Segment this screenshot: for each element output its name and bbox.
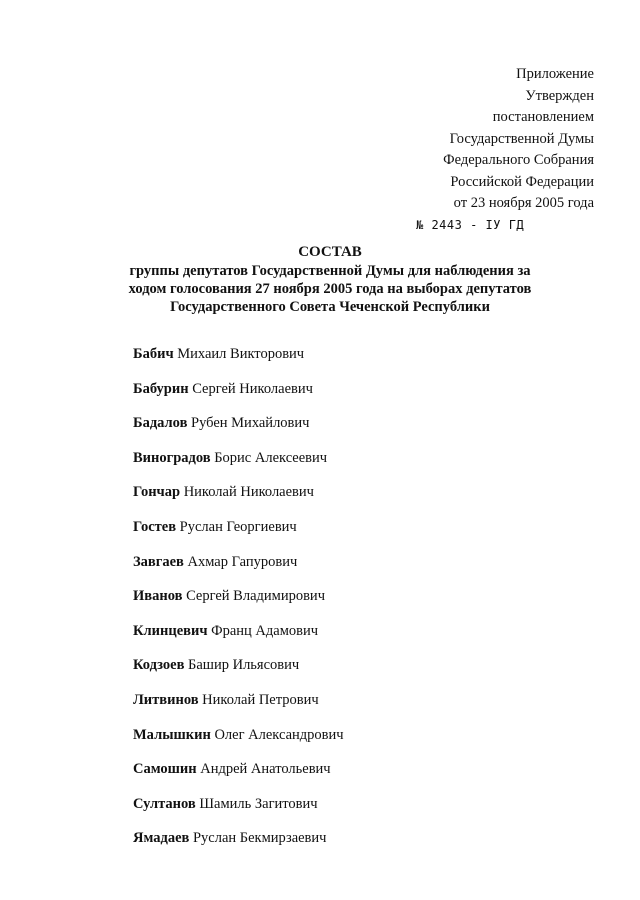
member-given-name: Шамиль Загитович — [199, 795, 318, 812]
member-surname: Иванов — [133, 588, 183, 605]
title-heading: СОСТАВ — [298, 244, 362, 260]
approval-line-assembly: Федерального Собрания — [443, 152, 594, 168]
list-item — [133, 725, 344, 760]
member-given-name: Рубен Михайлович — [191, 415, 310, 432]
list-item — [133, 413, 344, 448]
member-given-name: Михаил Викторович — [177, 346, 305, 362]
member-surname: Кодзоев — [133, 657, 185, 674]
member-given-name: Франц Адамович — [211, 622, 319, 639]
approval-block — [374, 64, 594, 236]
document-title — [100, 243, 560, 316]
member-surname: Гостев — [133, 518, 177, 535]
list-item — [133, 482, 344, 517]
member-surname: Клинцевич — [133, 622, 208, 639]
approval-line-appendix: Приложение — [516, 66, 594, 82]
list-item — [133, 552, 344, 587]
member-surname: Бабурин — [133, 380, 189, 397]
approval-line-date: от 23 ноября 2005 года — [453, 195, 594, 211]
approval-line-resolution: постановлением — [492, 109, 594, 125]
member-given-name: Ахмар Гапурович — [187, 553, 298, 570]
member-given-name: Олег Александрович — [214, 726, 344, 743]
member-given-name: Башир Ильясович — [188, 657, 300, 674]
title-subtitle-line-1: группы депутатов Государственной Думы для наблюдения за — [129, 263, 531, 279]
title-subtitle-line-2: ходом голосования 27 ноября 2005 года на выборах депутатов — [128, 281, 532, 297]
member-surname: Самошин — [133, 761, 197, 778]
list-item — [133, 759, 344, 794]
member-surname: Гончар — [133, 484, 181, 501]
member-surname: Бадалов — [133, 415, 188, 432]
resolution-number: № 2443 - IУ ГД — [416, 217, 525, 232]
list-item — [133, 655, 344, 690]
member-surname: Виноградов — [133, 449, 211, 466]
list-item — [133, 517, 344, 552]
list-item — [133, 344, 344, 379]
member-surname: Малышкин — [133, 726, 211, 743]
member-surname: Ямадаев — [133, 830, 190, 847]
member-given-name: Сергей Владимирович — [186, 588, 325, 605]
approval-line-federation: Российской Федерации — [450, 173, 594, 190]
list-item — [133, 621, 344, 656]
member-surname: Султанов — [133, 795, 196, 812]
list-item — [133, 379, 344, 414]
title-subtitle-line-3: Государственного Совета Чеченской Республики — [170, 299, 490, 315]
member-given-name: Борис Алексеевич — [214, 449, 328, 466]
member-given-name: Сергей Николаевич — [192, 380, 313, 397]
list-item — [133, 794, 344, 829]
list-item — [133, 828, 344, 863]
member-surname: Завгаев — [133, 553, 184, 570]
member-given-name: Николай Петрович — [202, 691, 319, 708]
member-given-name: Руслан Бекмирзаевич — [192, 830, 327, 847]
member-surname: Бабич — [133, 346, 174, 362]
approval-line-duma: Государственной Думы — [449, 130, 594, 147]
member-given-name: Николай Николаевич — [183, 484, 314, 501]
member-list — [133, 344, 344, 863]
list-item — [133, 690, 344, 725]
list-item — [133, 448, 344, 483]
list-item — [133, 586, 344, 621]
member-given-name: Андрей Анатольевич — [200, 761, 331, 778]
member-surname: Литвинов — [133, 691, 199, 708]
member-given-name: Руслан Георгиевич — [179, 518, 297, 535]
approval-line-approved: Утвержден — [525, 87, 594, 104]
